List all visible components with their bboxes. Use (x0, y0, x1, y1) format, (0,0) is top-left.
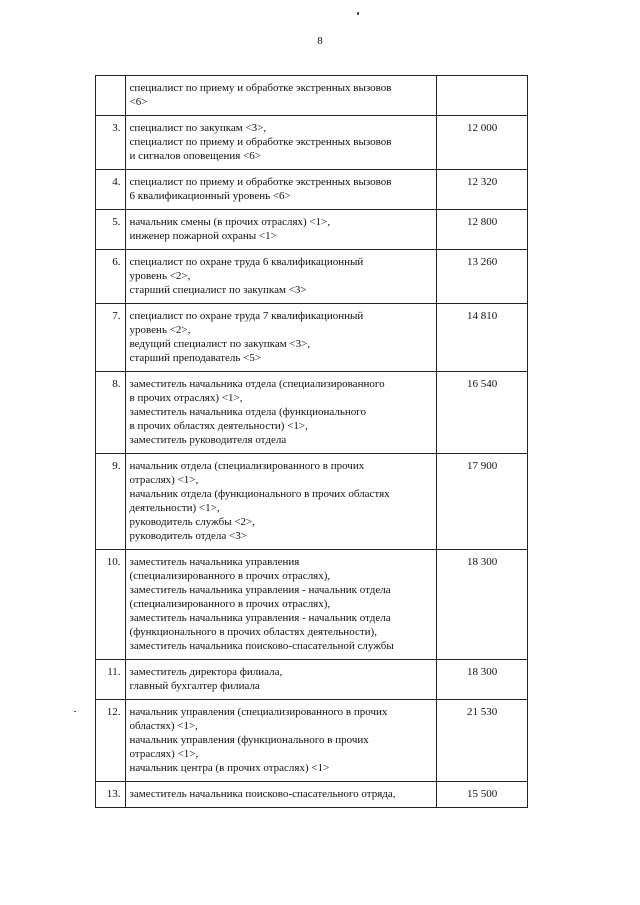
position-line: заместитель начальника отдела (специализированного (129, 378, 385, 390)
row-number: 11. (96, 660, 126, 700)
position-line: специалист по охране труда 7 квалификационный (129, 310, 364, 322)
position-line: и сигналов оповещения <6> (129, 150, 262, 162)
position-line: (специализированного в прочих отраслях), (129, 598, 331, 610)
row-number: 10. (96, 550, 126, 660)
row-number: 3. (96, 116, 126, 170)
salary-cell: 13 260 (437, 250, 528, 304)
position-line: специалист по закупкам <3>, (129, 122, 267, 134)
salary-cell (437, 76, 528, 116)
position-line: специалист по приему и обработке экстренных вызовов (129, 136, 392, 148)
position-line: заместитель начальника отдела (функционального (129, 406, 366, 418)
salary-table (95, 75, 528, 808)
table-body (96, 76, 528, 808)
row-number: 6. (96, 250, 126, 304)
position-line: уровень <2>, (129, 270, 191, 282)
table-row (96, 116, 528, 170)
position-line: уровень <2>, (129, 324, 191, 336)
position-line: главный бухгалтер филиала (129, 680, 260, 692)
table-row (96, 76, 528, 116)
position-line: специалист по охране труда 6 квалификационный (129, 256, 364, 268)
row-number: 9. (96, 454, 126, 550)
position-line: руководитель службы <2>, (129, 516, 255, 528)
row-number (96, 76, 126, 116)
salary-cell: 16 540 (437, 372, 528, 454)
table-row (96, 660, 528, 700)
table-row (96, 782, 528, 808)
table-row (96, 372, 528, 454)
position-line: начальник управления (функционального в прочих (129, 734, 369, 746)
salary-cell: 15 500 (437, 782, 528, 808)
table-row (96, 454, 528, 550)
row-number: 4. (96, 170, 126, 210)
table-row (96, 700, 528, 782)
table-row (96, 170, 528, 210)
table-row (96, 550, 528, 660)
salary-cell: 12 800 (437, 210, 528, 250)
position-line: ведущий специалист по закупкам <3>, (129, 338, 311, 350)
position-cell (125, 170, 437, 210)
salary-cell: 18 300 (437, 660, 528, 700)
position-line: в прочих областях деятельности) <1>, (129, 420, 308, 432)
position-line: заместитель начальника поисково-спасательного отряда, (129, 788, 396, 800)
position-line: начальник центра (в прочих отраслях) <1> (129, 762, 330, 774)
position-line: инженер пожарной охраны <1> (129, 230, 277, 242)
position-line: начальник смены (в прочих отраслях) <1>, (129, 216, 331, 228)
scan-speck (74, 711, 76, 712)
salary-cell: 18 300 (437, 550, 528, 660)
position-line: заместитель начальника поисково-спасательной службы (129, 640, 394, 652)
row-number: 12. (96, 700, 126, 782)
page-number: 8 (317, 35, 323, 47)
table-row (96, 304, 528, 372)
position-line: в прочих отраслях) <1>, (129, 392, 243, 404)
position-cell (125, 210, 437, 250)
position-cell (125, 76, 437, 116)
position-line: 6 квалификационный уровень <6> (129, 190, 291, 202)
position-line: заместитель начальника управления - начальник отдела (129, 612, 391, 624)
position-line: руководитель отдела <3> (129, 530, 247, 542)
salary-cell: 12 000 (437, 116, 528, 170)
position-line: заместитель руководителя отдела (129, 434, 287, 446)
position-line: областях) <1>, (129, 720, 198, 732)
position-cell (125, 372, 437, 454)
position-line: начальник отдела (специализированного в прочих (129, 460, 365, 472)
position-line: отраслях) <1>, (129, 474, 199, 486)
position-line: <6> (129, 96, 148, 108)
position-line: деятельности) <1>, (129, 502, 220, 514)
position-cell (125, 116, 437, 170)
table-row (96, 210, 528, 250)
position-cell (125, 660, 437, 700)
position-line: заместитель начальника управления - начальник отдела (129, 584, 391, 596)
position-cell (125, 782, 437, 808)
position-line: начальник управления (специализированного в прочих (129, 706, 388, 718)
row-number: 7. (96, 304, 126, 372)
position-line: начальник отдела (функционального в прочих областях (129, 488, 390, 500)
salary-cell: 12 320 (437, 170, 528, 210)
position-line: отраслях) <1>, (129, 748, 199, 760)
position-cell (125, 304, 437, 372)
position-line: специалист по приему и обработке экстренных вызовов (129, 176, 392, 188)
salary-cell: 14 810 (437, 304, 528, 372)
position-cell (125, 250, 437, 304)
position-cell (125, 700, 437, 782)
scan-speck (357, 12, 359, 15)
position-line: старший преподаватель <5> (129, 352, 262, 364)
row-number: 5. (96, 210, 126, 250)
salary-cell: 21 530 (437, 700, 528, 782)
row-number: 13. (96, 782, 126, 808)
position-line: старший специалист по закупкам <3> (129, 284, 307, 296)
position-line: (функционального в прочих областях деятельности), (129, 626, 377, 638)
table-row (96, 250, 528, 304)
position-line: заместитель начальника управления (129, 556, 300, 568)
position-cell (125, 454, 437, 550)
row-number: 8. (96, 372, 126, 454)
position-cell (125, 550, 437, 660)
position-line: специалист по приему и обработке экстренных вызовов (129, 82, 392, 94)
position-line: (специализированного в прочих отраслях), (129, 570, 331, 582)
salary-cell: 17 900 (437, 454, 528, 550)
position-line: заместитель директора филиала, (129, 666, 283, 678)
